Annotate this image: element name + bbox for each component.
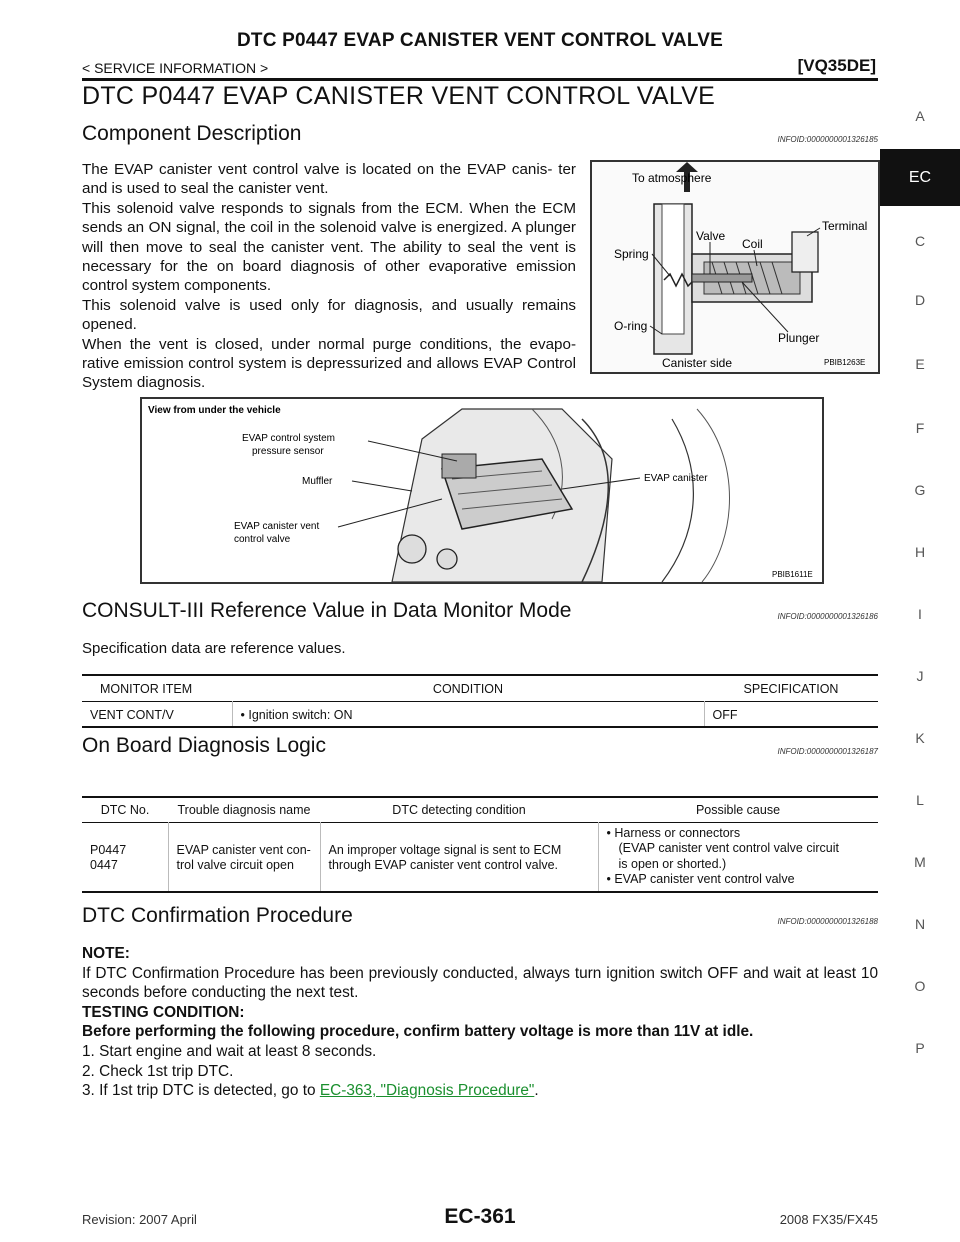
index-f[interactable]: F	[915, 420, 925, 436]
footer-revision: Revision: 2007 April	[82, 1212, 197, 1227]
index-e[interactable]: E	[915, 356, 925, 372]
paragraph: This solenoid valve is used only for diagnosis, and usually remains opened.	[82, 296, 576, 334]
infoid-component: INFOID:0000000001326185	[777, 135, 878, 144]
consult-table	[82, 674, 878, 728]
paragraph: When the vent is closed, under normal purge conditions, the evapo- rative emission control system is depressurized and allows EVAP Control System diagnosis.	[82, 335, 576, 392]
label-coil: Coil	[742, 237, 763, 251]
index-k[interactable]: K	[915, 730, 925, 746]
cell-line: through EVAP canister vent control valve.	[328, 857, 559, 872]
infoid-obd: INFOID:0000000001326187	[777, 747, 878, 756]
testing-condition-text: Before performing the following procedure, confirm battery voltage is more than 11V at idle.	[82, 1023, 754, 1041]
column-header: SPECIFICATION	[743, 682, 839, 696]
index-n[interactable]: N	[914, 916, 926, 932]
note-label: NOTE:	[82, 945, 130, 962]
index-a[interactable]: A	[915, 108, 925, 124]
section-title-consult: CONSULT-III Reference Value in Data Monitor Mode	[82, 599, 572, 622]
step-3-suffix: .	[534, 1082, 539, 1100]
label-vent-valve-2: control valve	[234, 534, 291, 545]
monitor-item: VENT CONT/V	[90, 707, 174, 722]
valve-diagram	[592, 162, 878, 372]
underside-diagram	[142, 399, 822, 582]
column-header: Possible cause	[695, 803, 781, 817]
specification: OFF	[704, 701, 878, 727]
label-oring: O-ring	[614, 319, 648, 333]
index-o[interactable]: O	[914, 978, 926, 994]
index-i[interactable]: I	[918, 606, 922, 622]
section-title-confirmation: DTC Confirmation Procedure	[82, 904, 353, 927]
label-to-atmosphere: To atmosphere	[632, 171, 712, 185]
vehicle-underside-figure	[140, 397, 824, 584]
column-header: DTC No.	[100, 803, 150, 817]
component-description-text	[82, 160, 576, 393]
dtc-code: P0447	[90, 842, 127, 857]
label-terminal: Terminal	[822, 219, 868, 233]
confirmation-procedure-text	[82, 944, 878, 1101]
diagnosis-procedure-link[interactable]: EC-363, "Diagnosis Procedure"	[319, 1082, 535, 1100]
testing-condition-label: TESTING CONDITION:	[82, 1003, 245, 1021]
cell-line: EVAP canister vent con-	[176, 842, 311, 857]
infoid-confirmation: INFOID:0000000001326188	[777, 917, 878, 926]
condition: • Ignition switch: ON	[232, 701, 704, 727]
header-title: DTC P0447 EVAP CANISTER VENT CONTROL VALVE	[237, 30, 723, 51]
table-header-row	[82, 675, 878, 701]
engine-code: [VQ35DE]	[797, 56, 876, 75]
header-divider	[82, 78, 878, 81]
page-title: DTC P0447 EVAP CANISTER VENT CONTROL VALVE	[82, 82, 716, 110]
reference-note: Specification data are reference values.	[82, 640, 346, 657]
step-1: 1. Start engine and wait at least 8 seconds.	[82, 1042, 377, 1060]
step-2: 2. Check 1st trip DTC.	[82, 1062, 234, 1080]
paragraph: This solenoid valve responds to signals from the ECM. When the ECM sends an ON signal, the coil in the solenoid valve is energized. A plunger will then move to seal the canister vent. The ability to seal the vent is necessary for the on board diagnosis of other evaporative emission control system components.	[82, 199, 576, 295]
index-j[interactable]: J	[916, 668, 924, 684]
cell-line: (EVAP canister vent control valve circuit	[618, 841, 839, 855]
label-evap-sensor-2: pressure sensor	[252, 446, 324, 457]
index-ec-active[interactable]: EC	[880, 149, 960, 206]
dtc-number	[82, 822, 168, 892]
column-header: MONITOR ITEM	[100, 682, 193, 696]
step-3-prefix: 3. If 1st trip DTC is detected, go to	[82, 1082, 320, 1100]
column-header: Trouble diagnosis name	[177, 803, 311, 817]
column-header: DTC detecting condition	[392, 803, 526, 817]
possible-cause	[598, 822, 878, 892]
breadcrumb[interactable]: < SERVICE INFORMATION >	[82, 60, 269, 76]
table-header-row	[82, 797, 878, 822]
figure-caption: PBIB1611E	[772, 570, 813, 579]
index-c[interactable]: C	[914, 233, 926, 249]
index-m[interactable]: M	[914, 854, 926, 870]
index-p[interactable]: P	[915, 1040, 925, 1056]
label-vent-valve-1: EVAP canister vent	[234, 521, 320, 532]
obd-table	[82, 796, 878, 893]
section-index	[880, 0, 960, 1242]
label-evap-canister: EVAP canister	[644, 473, 708, 484]
dtc-code: 0447	[90, 857, 118, 872]
index-g[interactable]: G	[914, 482, 926, 498]
index-l[interactable]: L	[916, 792, 924, 808]
cell-line: • EVAP canister vent control valve	[606, 872, 795, 886]
dtc-detecting-condition	[320, 822, 598, 892]
label-canister-side: Canister side	[662, 356, 733, 370]
table-row	[82, 822, 878, 892]
label-evap-sensor-1: EVAP control system	[242, 433, 335, 444]
label-view-under-vehicle: View from under the vehicle	[148, 405, 281, 416]
step-3	[82, 1081, 878, 1101]
label-valve: Valve	[696, 229, 726, 243]
label-plunger: Plunger	[778, 331, 820, 345]
note-text: If DTC Confirmation Procedure has been previously conducted, always turn ignition switch OFF and wait at least 10 seconds before conducting the next test.	[82, 964, 878, 1002]
label-muffler: Muffler	[302, 476, 333, 487]
infoid-consult: INFOID:0000000001326186	[777, 612, 878, 621]
index-h[interactable]: H	[914, 544, 926, 560]
cell-line: trol valve circuit open	[176, 857, 294, 872]
section-title-component-description: Component Description	[82, 122, 302, 145]
cell-line: • Harness or connectors	[606, 825, 741, 840]
label-spring: Spring	[614, 247, 649, 261]
page-number: EC-361	[444, 1205, 516, 1228]
cell-line: An improper voltage signal is sent to ECM	[328, 842, 562, 857]
cell-line: is open or shorted.)	[618, 856, 727, 871]
table-row	[82, 701, 878, 727]
trouble-diagnosis-name	[168, 822, 320, 892]
valve-diagram-figure	[590, 160, 880, 374]
section-title-obd: On Board Diagnosis Logic	[82, 734, 326, 757]
column-header: CONDITION	[432, 682, 504, 696]
paragraph: The EVAP canister vent control valve is located on the EVAP canis- ter and is used to seal the canister vent.	[82, 161, 576, 198]
footer-model: 2008 FX35/FX45	[779, 1212, 878, 1227]
figure-caption: PBIB1263E	[824, 358, 866, 367]
index-d[interactable]: D	[914, 292, 926, 308]
